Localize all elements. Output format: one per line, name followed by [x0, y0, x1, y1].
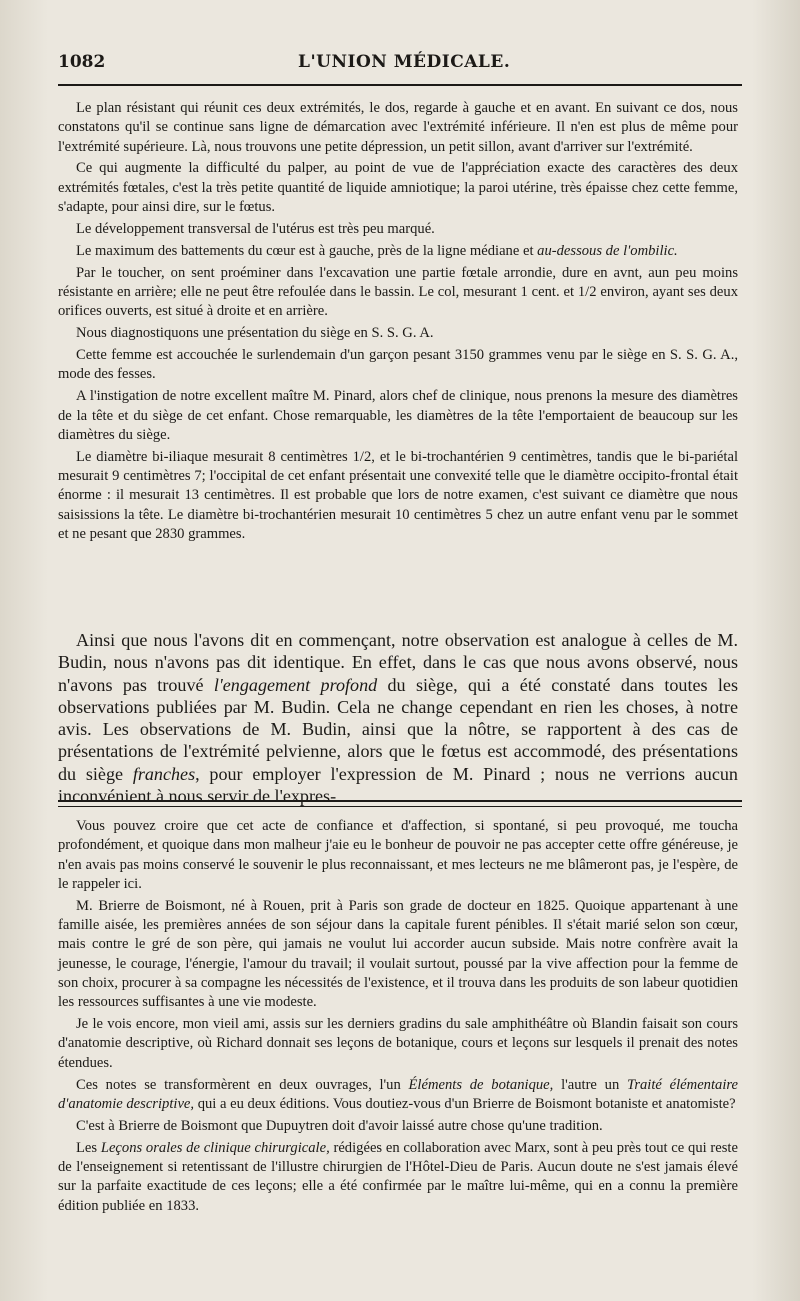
- paragraph: Le plan résistant qui réunit ces deux extrémités, le dos, regarde à gauche et en avant. En suivant ce dos, nous constatons qu'il se continue sans ligne de démarcation avec l'extrémité inférieure. Il n'en est plus de même pour l'extrémité supérieure. Là, nous trouvons une petite dépression, un petit sillon, avant d'arriver sur l'extrémité.: [58, 100, 738, 155]
- paragraph-text: Les: [76, 1139, 101, 1156]
- paragraph-text: Le maximum des battements du cœur est à gauche, près de la ligne médiane et: [76, 242, 538, 259]
- paragraph: A l'instigation de notre excellent maître M. Pinard, alors chef de clinique, nous prenons la mesure des diamètres de la tête et du siège de cet enfant. Chose remarquable, les diamètres de la tête l'emportaient de beaucoup sur les diamètres du siège.: [58, 388, 738, 443]
- paragraph: Par le toucher, on sent proéminer dans l'excavation une partie fœtale arrondie, dure en avnt, aun peu moins résistante en arrière; elle ne peut être refoulée dans le bassin. Le col, mesurant 1 cent. et 1/2 environ, ayant ses deux orifices ouverts, est situé à droite et en arrière.: [58, 264, 738, 320]
- paragraph: Le diamètre bi-iliaque mesurait 8 centimètres 1/2, et le bi-trochantérien 9 centimètres, tandis que le bi-pariétal mesurait 9 centimètres 7; l'occipital de cet enfant présentait une convexité telle que le diamètre occipito-frontal était énorme : il mesurait 13 centimètres. Il est probable que lors de notre examen, c'est suivant ce diamètre que nous saisissions la tête. Le diamètre bi-trochantérien mesurait 10 centimètres 5 chez un autre enfant venu par le sommet et ne pesant que 2830 grammes.: [58, 448, 738, 542]
- italic-text: franches: [132, 763, 196, 784]
- feuilleton-text: [58, 817, 738, 1219]
- paragraph-text: qui a eu deux éditions. Vous doutiez-vous d'un Brierre de Boismont botaniste et anatomiste?: [194, 1095, 736, 1112]
- page-number: 1082: [58, 52, 106, 72]
- observation-text: [58, 99, 738, 547]
- paragraph-text: du siège, qui a été constaté dans toutes les observations publiées par M. Budin. Cela ne change cependant en rien les choses, à notre avis. Les observations de M. Budin, ainsi que la nôtre, se rapportent à des cas de présentations de l'extrémité pelvienne, alors que le fœtus est accommodé, des présentations du siège: [58, 674, 738, 784]
- italic-text: Traité élémentaire d'anatomie descriptive,: [58, 1076, 738, 1112]
- italic-text: Éléments de botanique,: [408, 1076, 554, 1093]
- paragraph-text: Ces notes se transformèrent en deux ouvrages, l'un: [76, 1076, 409, 1093]
- page-header: [58, 52, 728, 76]
- paragraph-text: l'autre un: [553, 1076, 628, 1093]
- italic-text: l'engagement profond: [213, 674, 378, 695]
- paragraph-text: Ainsi que nous l'avons dit en commençant, notre observation est analogue à celles de M. Budin, nous n'avons pas dit identique. En effet, dans le cas que nous avons observé, nous n'avons pas trouvé: [58, 630, 738, 695]
- italic-text: au-dessous de l'ombilic.: [537, 242, 678, 259]
- header-rule: [58, 84, 742, 86]
- main-text: [58, 629, 738, 807]
- paragraph: Vous pouvez croire que cet acte de confiance et d'affection, si spontané, si peu provoqué, me toucha profondément, et quoique dans mon malheur j'aie eu le bonheur de pouvoir ne pas accepter cette offre généreuse, je n'en avais pas moins conservé le souvenir le plus reconnaissant, et mes lecteurs ne me blâmeront pas, je l'espère, de le rappeler ici.: [58, 818, 738, 892]
- paragraph: Cette femme est accouchée le surlendemain d'un garçon pesant 3150 grammes venu par le siège en S. S. G. A., mode des fesses.: [58, 347, 738, 383]
- paragraph-text: , pour employer l'expression de M. Pinard ; nous ne verrions aucun inconvénient à nous servir de l'expres-: [58, 763, 738, 807]
- footnote-rule: [58, 800, 742, 807]
- paragraph-text: rédigées en collaboration avec Marx, sont à peu près tout ce qui reste de l'enseignement si retentissant de l'illustre chirurgien de l'Hôtel-Dieu de Paris. Aucun doute ne s'est jamais élevé sur la parfaite exactitude de ces leçons; elle a été confirmée par le maître lui-même, qui en a connu la première édition publiée en 1833.: [58, 1139, 738, 1214]
- paragraph: [58, 629, 738, 807]
- running-head: L'UNION MÉDICALE.: [298, 52, 511, 72]
- paragraph: Je le vois encore, mon vieil ami, assis sur les derniers gradins du sale amphithéâtre où Blandin faisait son cours d'anatomie descriptive, où Richard donnait ses leçons de botanique, cours et leçons sur lesquels il prenait des notes étendues.: [58, 1016, 738, 1071]
- paragraph: [58, 1139, 738, 1216]
- paragraph: Ce qui augmente la difficulté du palper, au point de vue de l'appréciation exacte des caractères des deux extrémités fœtales, c'est la très petite quantité de liquide amniotique; la paroi utérine, très épaisse chez cette femme, s'adapte, pour ainsi dire, sur le fœtus.: [58, 160, 738, 216]
- paragraph: [58, 1076, 738, 1115]
- paragraph: C'est à Brierre de Boismont que Dupuytren doit d'avoir laissé autre chose qu'une tradition.: [76, 1117, 603, 1134]
- paragraph: [58, 242, 738, 261]
- paragraph: M. Brierre de Boismont, né à Rouen, prit à Paris son grade de docteur en 1825. Quoique appartenant à une famille aisée, les premières années de son séjour dans la capitale furent pénibles. Il s'était marié selon son cœur, mais contre le gré de son père, qui jamais ne voulut lui accorder aucun subside. Mais notre confrère avait la jeunesse, le courage, l'énergie, l'amour du travail; il voulait surtout, poussé par la vive affection pour la femme de son choix, procurer à sa compagne les nécessités de l'existence, et il trouva dans les produits de son labeur quotidien les ressources suffisantes à une vie modeste.: [58, 897, 738, 1011]
- italic-text: Leçons orales de clinique chirurgicale,: [100, 1139, 330, 1156]
- paragraph: Nous diagnostiquons une présentation du siège en S. S. G. A.: [76, 325, 434, 342]
- paragraph: Le développement transversal de l'utérus est très peu marqué.: [76, 220, 435, 237]
